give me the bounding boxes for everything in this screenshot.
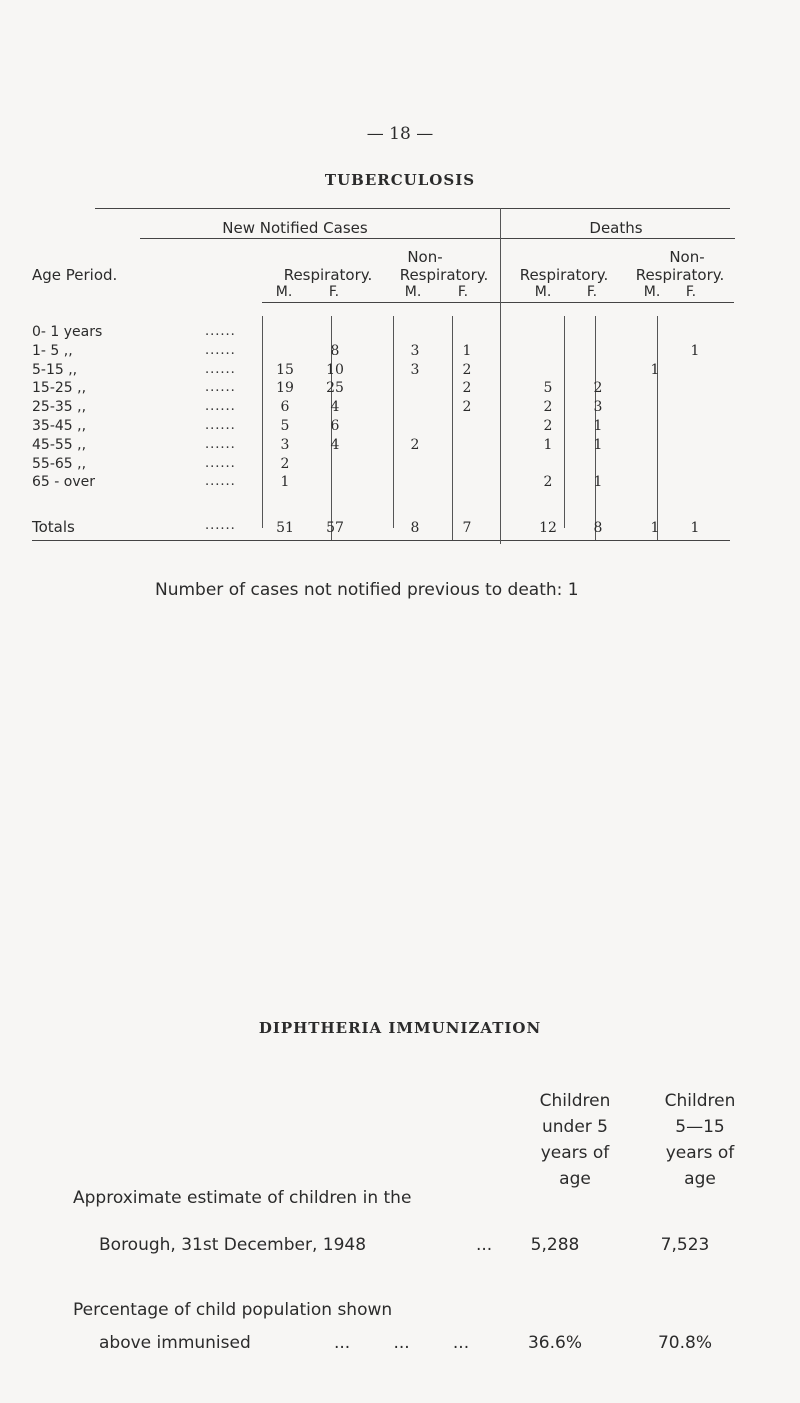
column-divider xyxy=(262,316,263,528)
table-cell: 1 xyxy=(593,436,603,453)
table-cell: 6 xyxy=(330,418,340,434)
table-cell: 1 xyxy=(593,474,603,491)
divider-deaths xyxy=(500,208,501,544)
header-age-period: Age Period. xyxy=(32,266,118,284)
header-d-non-top: Non- xyxy=(669,248,705,266)
table-cell: 25 xyxy=(326,380,344,397)
table-cell: 2 xyxy=(543,474,553,491)
diphtheria-title: DIPHTHERIA IMMUNIZATION xyxy=(258,1019,542,1037)
header-f: F. xyxy=(685,284,697,300)
column-divider xyxy=(393,316,394,528)
percentage-label-line2: above immunised xyxy=(99,1333,251,1353)
leader-dots: ...... xyxy=(205,361,236,377)
age-period-label: 25-35 ,, xyxy=(32,399,87,416)
leader-dots: ...... xyxy=(205,342,236,358)
table-cell: 1 xyxy=(690,342,700,359)
totals-cell: 1 xyxy=(650,520,660,536)
table-cell: 2 xyxy=(462,361,472,378)
table-cell: 2 xyxy=(410,436,420,453)
header-nn-resp: Respiratory. xyxy=(283,266,373,284)
table-top-rule xyxy=(95,208,730,209)
header-bottom-rule xyxy=(262,302,734,303)
leader-dots: ...... xyxy=(205,418,236,433)
table-cell: 3 xyxy=(593,399,603,416)
age-period-label: 55-65 ,, xyxy=(32,455,87,472)
header-f: F. xyxy=(328,284,340,300)
table-cell: 1 xyxy=(462,342,472,359)
table-cell: 5 xyxy=(543,380,553,397)
totals-label: Totals xyxy=(32,518,75,536)
estimate-label-line2: Borough, 31st December, 1948 xyxy=(99,1235,367,1255)
table-cell: 2 xyxy=(280,455,290,472)
table-cell: 5 xyxy=(280,418,290,434)
percentage-dots: ... ... ... xyxy=(334,1333,470,1353)
table-cell: 4 xyxy=(330,399,340,416)
table-cell: 1 xyxy=(543,436,553,453)
leader-dots: ...... xyxy=(205,380,236,396)
leader-dots: ...... xyxy=(205,399,236,415)
note-not-notified: Number of cases not notified previous to death: 1 xyxy=(155,580,579,600)
age-period-label: 65 - over xyxy=(32,474,95,491)
column-divider xyxy=(564,316,565,528)
table-cell: 2 xyxy=(543,399,553,416)
leader-dots: ...... xyxy=(205,455,236,471)
column-divider xyxy=(657,316,658,528)
percentage-under-5: 36.6% xyxy=(527,1333,582,1353)
estimate-dots: ... xyxy=(476,1235,493,1255)
table-cell: 2 xyxy=(462,380,472,397)
header-m: M. xyxy=(404,284,422,300)
header-d-non-bottom: Respiratory. xyxy=(635,266,725,284)
table-cell: 3 xyxy=(410,342,420,359)
header-f: F. xyxy=(457,284,469,300)
table-cell: 15 xyxy=(276,361,294,378)
table-bottom-rule xyxy=(32,540,730,541)
header-d-resp: Respiratory. xyxy=(519,266,609,284)
leader-dots: ...... xyxy=(205,474,236,490)
col1-line: Children xyxy=(539,1091,611,1111)
age-period-label: 0- 1 years xyxy=(32,324,103,340)
col1-line: under 5 xyxy=(541,1117,608,1137)
totals-cell: 8 xyxy=(410,520,420,536)
table-cell: 8 xyxy=(330,342,340,359)
totals-cell: 7 xyxy=(462,520,472,536)
table-cell: 3 xyxy=(280,436,290,453)
col1-line: age xyxy=(559,1169,591,1189)
table-cell: 4 xyxy=(330,436,340,453)
age-period-label: 35-45 ,, xyxy=(32,418,87,434)
table-cell: 1 xyxy=(593,418,603,434)
totals-cell: 51 xyxy=(276,520,294,536)
totals-cell: 1 xyxy=(690,520,700,536)
estimate-label-line1: Approximate estimate of children in the xyxy=(73,1188,412,1208)
table-cell: 6 xyxy=(280,399,290,416)
totals-dots: ...... xyxy=(205,518,236,533)
table-cell: 1 xyxy=(650,361,660,378)
header-nn-non-top: Non- xyxy=(407,248,443,266)
age-period-label: 5-15 ,, xyxy=(32,361,78,378)
page-number: — 18 — xyxy=(366,124,434,144)
header-rule xyxy=(140,238,735,239)
age-period-label: 15-25 ,, xyxy=(32,380,87,397)
page-title: TUBERCULOSIS xyxy=(324,171,476,189)
col2-line: Children xyxy=(664,1091,736,1111)
col-under-5-header xyxy=(515,1088,635,1192)
col2-line: years of xyxy=(665,1143,735,1163)
col-5-15-header xyxy=(640,1088,760,1192)
header-nn-non-bottom: Respiratory. xyxy=(399,266,489,284)
estimate-under-5: 5,288 xyxy=(530,1235,580,1255)
table-cell: 1 xyxy=(280,474,290,491)
estimate-5-15: 7,523 xyxy=(660,1235,710,1255)
col1-line: years of xyxy=(540,1143,610,1163)
header-m: M. xyxy=(643,284,661,300)
col2-line: age xyxy=(684,1169,716,1189)
percentage-5-15: 70.8% xyxy=(657,1333,712,1353)
table-cell: 10 xyxy=(326,361,344,378)
leader-dots: ...... xyxy=(205,324,236,339)
header-f: F. xyxy=(586,284,598,300)
table-cell: 19 xyxy=(276,380,294,397)
leader-dots: ...... xyxy=(205,436,236,452)
table-cell: 3 xyxy=(410,361,420,378)
totals-cell: 12 xyxy=(539,520,557,536)
header-new-notified: New Notified Cases xyxy=(222,219,368,237)
totals-cell: 57 xyxy=(326,520,344,536)
header-deaths: Deaths xyxy=(589,219,643,237)
table-cell: 2 xyxy=(462,399,472,416)
totals-cell: 8 xyxy=(593,520,603,536)
col2-line: 5—15 xyxy=(675,1117,725,1137)
header-m: M. xyxy=(534,284,552,300)
age-period-label: 1- 5 ,, xyxy=(32,342,73,359)
percentage-label-line1: Percentage of child population shown xyxy=(73,1300,393,1320)
table-cell: 2 xyxy=(593,380,603,397)
table-cell: 2 xyxy=(543,418,553,434)
age-period-label: 45-55 ,, xyxy=(32,436,87,453)
header-m: M. xyxy=(275,284,293,300)
